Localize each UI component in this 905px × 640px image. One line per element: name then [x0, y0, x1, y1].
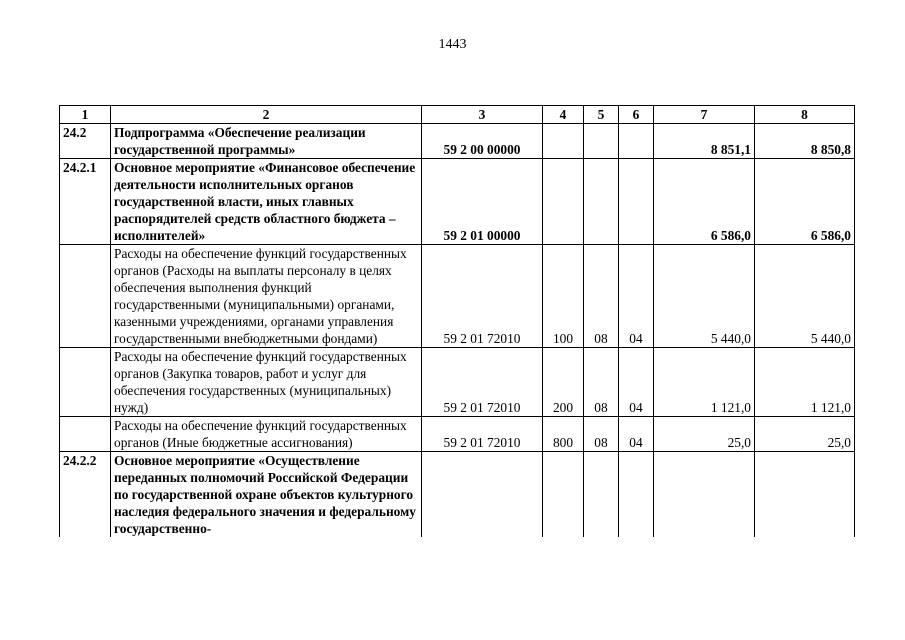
- row-amount-8: 1 121,0: [755, 348, 855, 417]
- header-cell-4: 4: [543, 106, 584, 124]
- row-name: Основное мероприятие «Осуществление переданных полномочий Российской Федерации по государственной охране объектов культурного наследия федерального значения и федеральному государственно-: [111, 452, 422, 538]
- row-amount-8: [755, 452, 855, 538]
- table-row: [60, 159, 855, 245]
- table-row: [60, 452, 855, 538]
- row-kbk: 59 2 01 72010: [422, 348, 543, 417]
- row-amount-7: 5 440,0: [654, 245, 755, 348]
- header-cell-3: 3: [422, 106, 543, 124]
- row-kbk: 59 2 01 00000: [422, 159, 543, 245]
- table-row: [60, 124, 855, 159]
- row-vr: [543, 452, 584, 538]
- table-header-row: [60, 106, 855, 124]
- row-name: Подпрограмма «Обеспечение реализации государственной программы»: [111, 124, 422, 159]
- header-cell-8: 8: [755, 106, 855, 124]
- row-code: [60, 417, 111, 452]
- row-kbk: 59 2 00 00000: [422, 124, 543, 159]
- row-code: [60, 245, 111, 348]
- row-amount-7: 6 586,0: [654, 159, 755, 245]
- row-amount-8: 6 586,0: [755, 159, 855, 245]
- row-amount-8: 25,0: [755, 417, 855, 452]
- row-name: Расходы на обеспечение функций государственных органов (Закупка товаров, работ и услуг для обеспечения государственных (муниципальных) нужд): [111, 348, 422, 417]
- row-name: Расходы на обеспечение функций государственных органов (Иные бюджетные ассигнования): [111, 417, 422, 452]
- row-code: [60, 348, 111, 417]
- header-cell-7: 7: [654, 106, 755, 124]
- table-row: [60, 417, 855, 452]
- row-name: Расходы на обеспечение функций государственных органов (Расходы на выплаты персоналу в целях обеспечения выполнения функций государственными (муниципальными) органами, казенными учреждениями, органами управления государственными внебюджетными фондами): [111, 245, 422, 348]
- row-vr: 800: [543, 417, 584, 452]
- row-amount-8: 8 850,8: [755, 124, 855, 159]
- row-pr: [619, 452, 654, 538]
- row-pr: [619, 124, 654, 159]
- row-rz: [584, 124, 619, 159]
- row-kbk: 59 2 01 72010: [422, 245, 543, 348]
- header-cell-1: 1: [60, 106, 111, 124]
- header-cell-2: 2: [111, 106, 422, 124]
- row-vr: [543, 124, 584, 159]
- row-rz: 08: [584, 245, 619, 348]
- row-kbk: 59 2 01 72010: [422, 417, 543, 452]
- row-amount-7: 1 121,0: [654, 348, 755, 417]
- row-pr: [619, 159, 654, 245]
- row-amount-7: 25,0: [654, 417, 755, 452]
- row-amount-8: 5 440,0: [755, 245, 855, 348]
- budget-table: [59, 105, 855, 537]
- header-cell-5: 5: [584, 106, 619, 124]
- row-amount-7: [654, 452, 755, 538]
- row-rz: 08: [584, 417, 619, 452]
- page-number: 1443: [438, 37, 467, 52]
- row-pr: 04: [619, 245, 654, 348]
- row-rz: 08: [584, 348, 619, 417]
- header-cell-6: 6: [619, 106, 654, 124]
- row-rz: [584, 159, 619, 245]
- row-kbk: [422, 452, 543, 538]
- table-row: [60, 245, 855, 348]
- row-amount-7: 8 851,1: [654, 124, 755, 159]
- row-code: 24.2: [60, 124, 111, 159]
- table-row: [60, 348, 855, 417]
- row-vr: [543, 159, 584, 245]
- row-vr: 200: [543, 348, 584, 417]
- row-pr: 04: [619, 417, 654, 452]
- row-name: Основное мероприятие «Финансовое обеспечение деятельности исполнительных органов государственной власти, иных главных распорядителей средств областного бюджета – исполнителей»: [111, 159, 422, 245]
- row-code: 24.2.1: [60, 159, 111, 245]
- row-vr: 100: [543, 245, 584, 348]
- row-pr: 04: [619, 348, 654, 417]
- row-code: 24.2.2: [60, 452, 111, 538]
- row-rz: [584, 452, 619, 538]
